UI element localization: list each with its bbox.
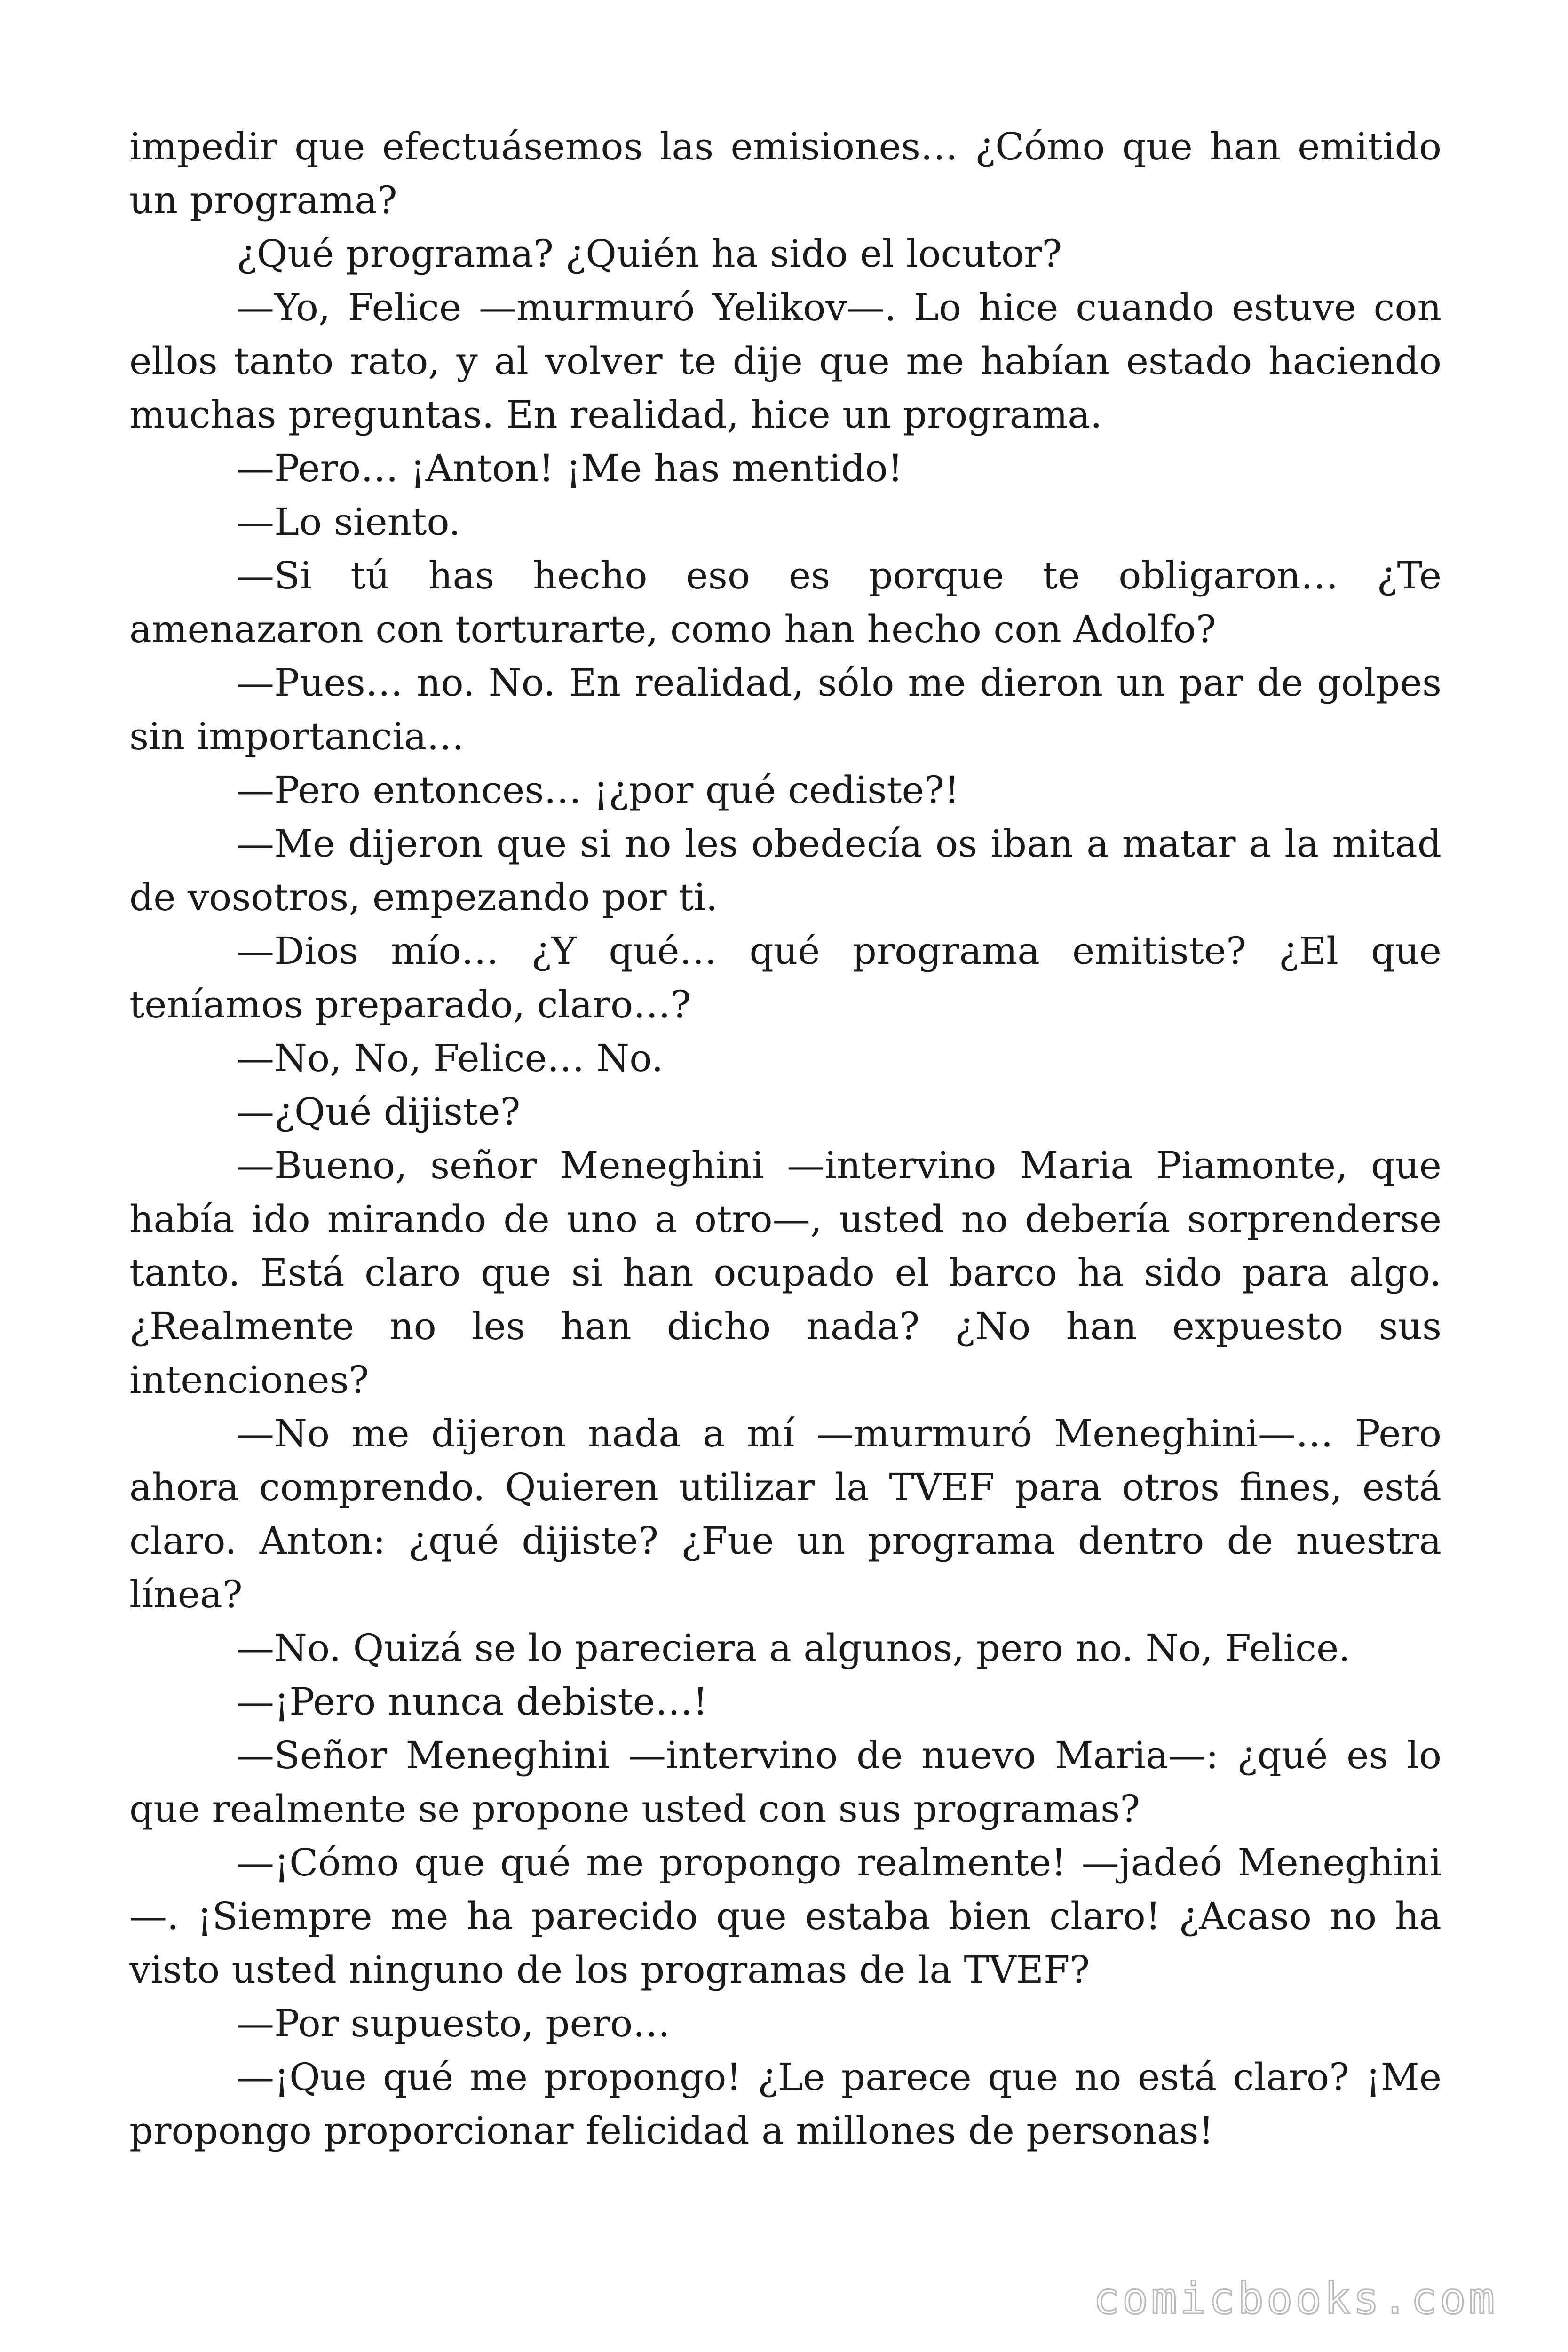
paragraph: —Yo, Felice —murmuró Yelikov—. Lo hice cuando estuve con ellos tanto rato, y al volver te dije que me habían estado haciendo muchas preguntas. En realidad, hice un programa. bbox=[129, 286, 1441, 437]
paragraph: —No me dijeron nada a mí —murmuró Meneghini—… Pero ahora comprendo. Quieren utilizar la TVEF para otros fines, está claro. Anton: ¿qué dijiste? ¿Fue un programa dentro de nuestra línea? bbox=[129, 1412, 1441, 1616]
paragraph: —Lo siento. bbox=[237, 500, 461, 544]
paragraph: ¿Qué programa? ¿Quién ha sido el locutor? bbox=[237, 232, 1062, 276]
paragraph: —¡Pero nunca debiste…! bbox=[237, 1680, 708, 1724]
paragraph: impedir que efectuásemos las emisiones… ¿Cómo que han emitido un programa? bbox=[129, 125, 1441, 222]
paragraph: —Me dijeron que si no les obedecía os iban a matar a la mitad de vosotros, empezando por ti. bbox=[129, 822, 1441, 919]
page-text bbox=[129, 120, 1441, 2158]
paragraph: —Por supuesto, pero… bbox=[237, 2002, 671, 2045]
paragraph: —¡Cómo que qué me propongo realmente! —jadeó Meneghini —. ¡Siempre me ha parecido que estaba bien claro! ¿Acaso no ha visto usted ninguno de los programas de la TVEF? bbox=[129, 1841, 1441, 1992]
paragraph: —Señor Meneghini —intervino de nuevo Maria—: ¿qué es lo que realmente se propone usted con sus programas? bbox=[129, 1733, 1441, 1831]
paragraph: —Pero… ¡Anton! ¡Me has mentido! bbox=[237, 446, 903, 490]
paragraph: —No. Quizá se lo pareciera a algunos, pero no. No, Felice. bbox=[237, 1626, 1351, 1670]
paragraph: —Pero entonces… ¡¿por qué cediste?! bbox=[237, 768, 959, 812]
paragraph: —¡Que qué me propongo! ¿Le parece que no está claro? ¡Me propongo proporcionar felicidad a millones de personas! bbox=[129, 2055, 1441, 2153]
paragraph: —Bueno, señor Meneghini —intervino Maria Piamonte, que había ido mirando de uno a otro—, usted no debería sorprenderse tanto. Está claro que si han ocupado el barco ha sido para algo. ¿Realmente no les han dicho nada? ¿No han expuesto sus intenciones? bbox=[129, 1144, 1441, 1402]
paragraph: —¿Qué dijiste? bbox=[237, 1090, 521, 1134]
paragraph: —Si tú has hecho eso es porque te obligaron… ¿Te amenazaron con torturarte, como han hecho con Adolfo? bbox=[129, 554, 1441, 651]
watermark: comicbooks.com bbox=[1093, 2273, 1497, 2324]
paragraph: —Pues… no. No. En realidad, sólo me dieron un par de golpes sin importancia… bbox=[129, 661, 1441, 758]
paragraph: —No, No, Felice… No. bbox=[237, 1036, 664, 1080]
paragraph: —Dios mío… ¿Y qué… qué programa emitiste? ¿El que teníamos preparado, claro…? bbox=[129, 929, 1441, 1026]
